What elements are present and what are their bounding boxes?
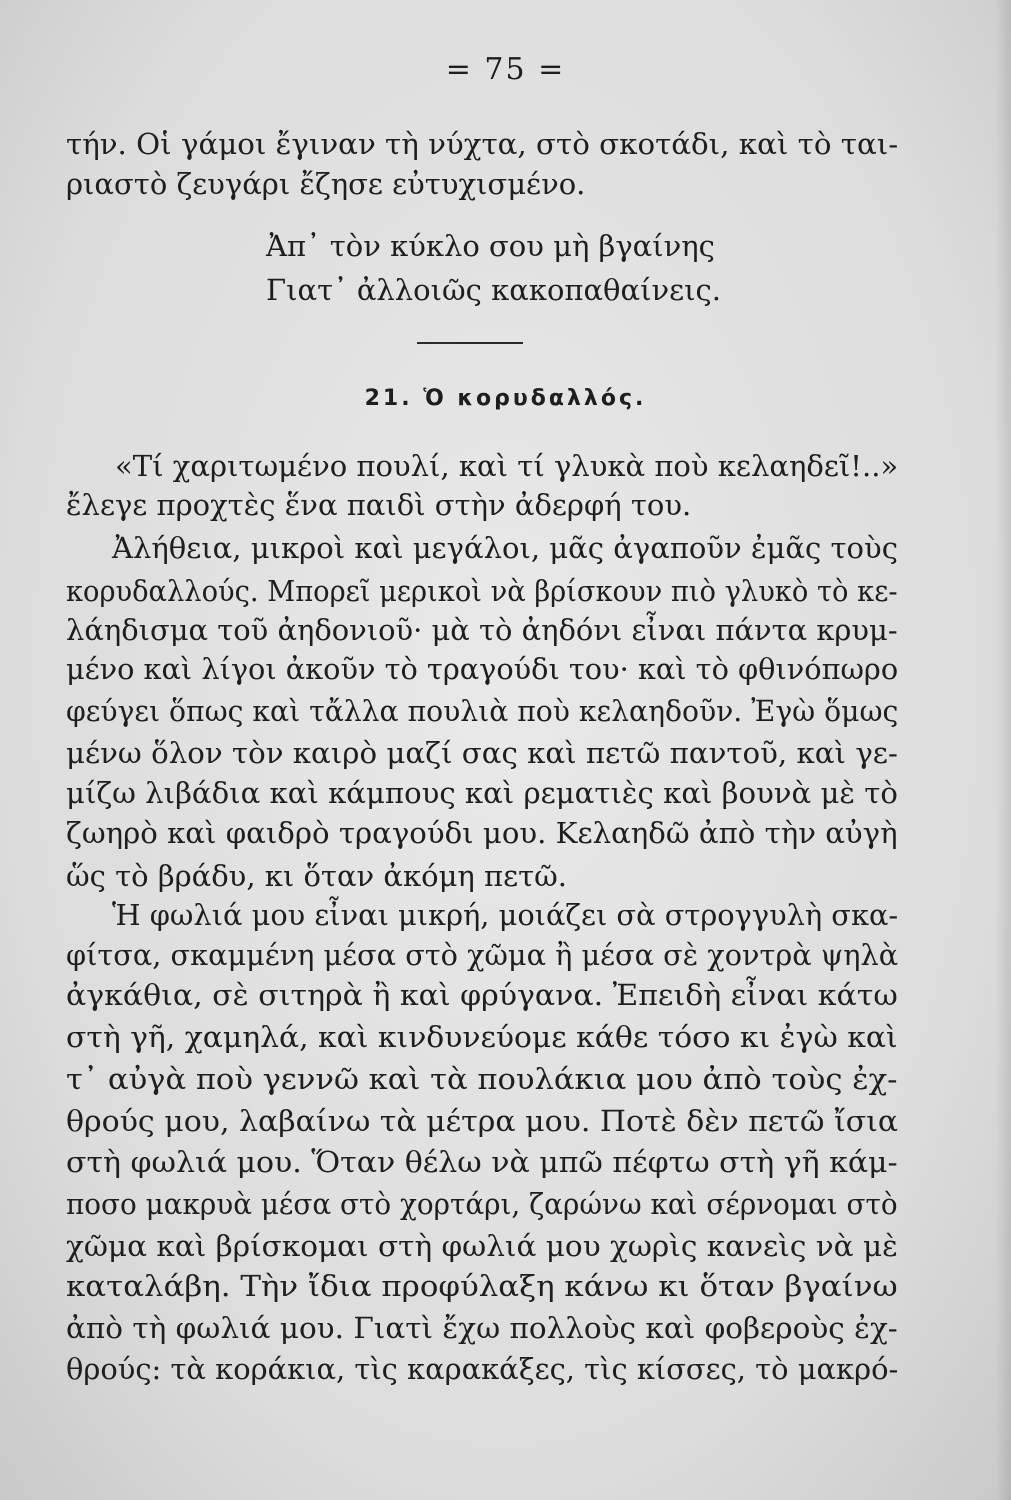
text-line: στὴ γῆ, χαμηλά, καὶ κινδυνεύομε κάθε τόσο κι ἐγὼ καὶ [66, 1020, 898, 1054]
text-line: χῶμα καὶ βρίσκομαι στὴ φωλιά μου χωρὶς κανεὶς νὰ μὲ [66, 1229, 898, 1263]
text-line: Ἀλήθεια, μικροὶ καὶ μεγάλοι, μᾶς ἀγαποῦν ἐμᾶς τοὺς [112, 531, 898, 565]
section-divider [417, 342, 523, 344]
text-line: «Τί χαριτωμένο πουλί, καὶ τί γλυκὰ ποὺ κελαηδεῖ!..» [115, 449, 899, 483]
text-line: ἔλεγε προχτὲς ἕνα παιδὶ στὴν ἀδερφή του. [66, 488, 692, 522]
text-line: ἀπὸ τὴ φωλιά μου. Γιατὶ ἔχω πολλοὺς καὶ φοβεροὺς ἐχ- [66, 1311, 898, 1345]
text-line: ὥς τὸ βράδυ, κι ὅταν ἀκόμη πετῶ. [66, 859, 568, 893]
text-line: μίζω λιβάδια καὶ κάμπους καὶ ρεματιὲς καὶ βουνὰ μὲ τὸ [66, 776, 898, 810]
text-line: φίτσα, σκαμμένη μέσα στὸ χῶμα ἢ μέσα σὲ χοντρὰ ψηλὰ [66, 938, 899, 972]
text-line: θρούς μου, λαβαίνω τὰ μέτρα μου. Ποτὲ δὲν πετῶ ἴσια [66, 1104, 899, 1138]
text-line: φεύγει ὅπως καὶ τἄλλα πουλιὰ ποὺ κελαηδοῦν. Ἐγὼ ὅμως [66, 694, 899, 728]
text-line: θρούς: τὰ κοράκια, τὶς καρακάξες, τὶς κίσσες, τὸ μακρό- [66, 1352, 899, 1386]
text-line: τήν. Οἱ γάμοι ἔγιναν τὴ νύχτα, στὸ σκοτάδι, καὶ τὸ ται- [66, 127, 899, 161]
text-line: ποσο μακρυὰ μέσα στὸ χορτάρι, ζαρώνω καὶ σέρνομαι στὸ [66, 1187, 898, 1221]
page-edge-shadow [995, 0, 1011, 1500]
text-line: ζωηρὸ καὶ φαιδρὸ τραγούδι μου. Κελαηδῶ ἀπὸ τὴν αὐγὴ [66, 816, 898, 850]
text-line: Ἡ φωλιά μου εἶναι μικρή, μοιάζει σὰ στρογγυλὴ σκα- [112, 898, 899, 932]
text-line: στὴ φωλιά μου. Ὅταν θέλω νὰ μπῶ πέφτω στὴ γῆ κάμ- [66, 1145, 898, 1179]
text-line: μένω ὅλον τὸν καιρὸ μαζί σας καὶ πετῶ παντοῦ, καὶ γε- [66, 736, 898, 770]
verse-line: Γιατ᾽ ἀλλοιῶς κακοπαθαίνεις. [266, 273, 721, 307]
text-line: μένο καὶ λίγοι ἀκοῦν τὸ τραγούδι του· καὶ τὸ φθινόπωρο [66, 652, 899, 686]
text-line: ἀγκάθια, σὲ σιτηρὰ ἢ καὶ φρύγανα. Ἐπειδὴ εἶναι κάτω [66, 978, 898, 1012]
text-line: κορυδαλλούς. Μπορεῖ μερικοὶ νὰ βρίσκουν πιὸ γλυκὸ τὸ κε- [66, 574, 898, 608]
section-heading: 21. Ὁ κορυδαλλός. [364, 386, 647, 411]
verse-line: Ἀπ᾽ τὸν κύκλο σου μὴ βγαίνης [266, 229, 715, 263]
text-line: τ᾽ αὐγὰ ποὺ γεννῶ καὶ τὰ πουλάκια μου ἀπὸ τοὺς ἐχ- [66, 1062, 898, 1096]
text-line: καταλάβη. Τὴν ἴδια προφύλαξη κάνω κι ὅταν βγαίνω [66, 1269, 898, 1303]
text-line: ριαστὸ ζευγάρι ἔζησε εὐτυχισμένο. [66, 167, 586, 201]
page-number: = 75 = [445, 52, 566, 87]
text-line: λάηδισμα τοῦ ἀηδονιοῦ· μὰ τὸ ἀηδόνι εἶναι πάντα κρυμ- [66, 613, 898, 647]
